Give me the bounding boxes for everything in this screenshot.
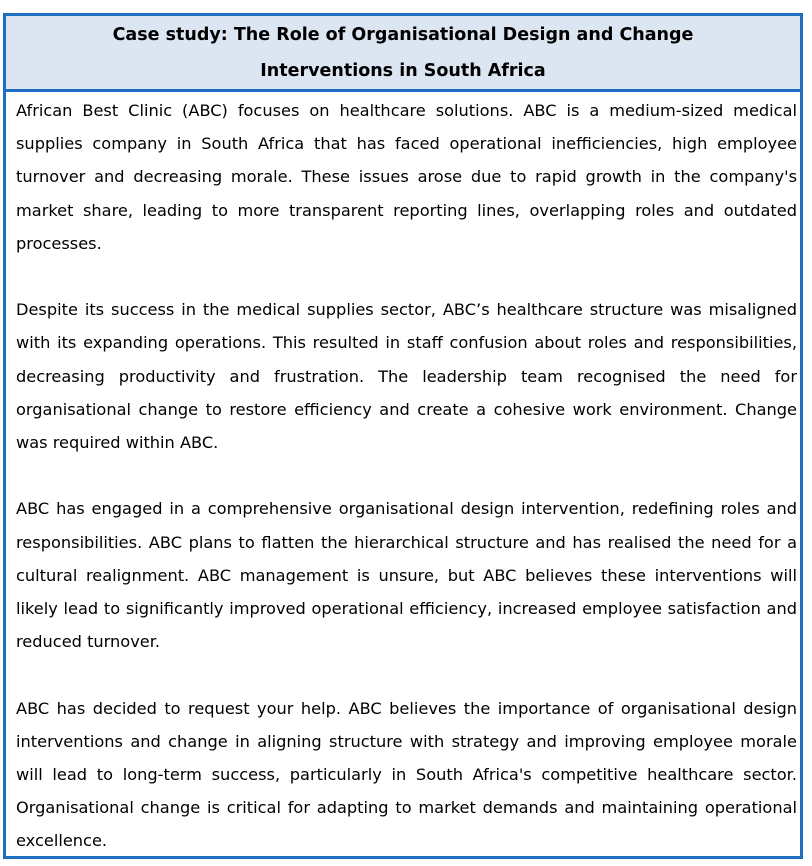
paragraph-4: ABC has decided to request your help. ABC believes the importance of organisational design interventions and change in aligning structure with strategy and improving employee morale will lead to long-term success, particularly in South Africa's competitive healthcare sector. Organisational change is critical for adapting to market demands and maintaining operational excellence. (16, 698, 797, 851)
case-study-title: Case study: The Role of Organisational Design and Change Interventions in South Africa (6, 16, 800, 92)
paragraph-2: Despite its success in the medical supplies sector, ABC’s healthcare structure was misaligned with its expanding operations. This resulted in staff confusion about roles and responsibilities, decreasing productivity and frustration. The leadership team recognised the need for organisational change to restore efficiency and create a cohesive work environment. Change was required within ABC. (16, 300, 797, 453)
case-study-box (3, 13, 803, 859)
case-study-body (6, 92, 800, 858)
paragraph-1: African Best Clinic (ABC) focuses on healthcare solutions. ABC is a medium-sized medical supplies company in South Africa that has faced operational inefficiencies, high employee turnover and decreasing morale. These issues arose due to rapid growth in the company's market share, leading to more transparent reporting lines, overlapping roles and outdated processes. (16, 101, 797, 253)
paragraph-3: ABC has engaged in a comprehensive organisational design intervention, redefining roles and responsibilities. ABC plans to flatten the hierarchical structure and has realised the need for a cultural realignment. ABC management is unsure, but ABC believes these interventions will likely lead to significantly improved operational efficiency, increased employee satisfaction and reduced turnover. (16, 499, 797, 652)
